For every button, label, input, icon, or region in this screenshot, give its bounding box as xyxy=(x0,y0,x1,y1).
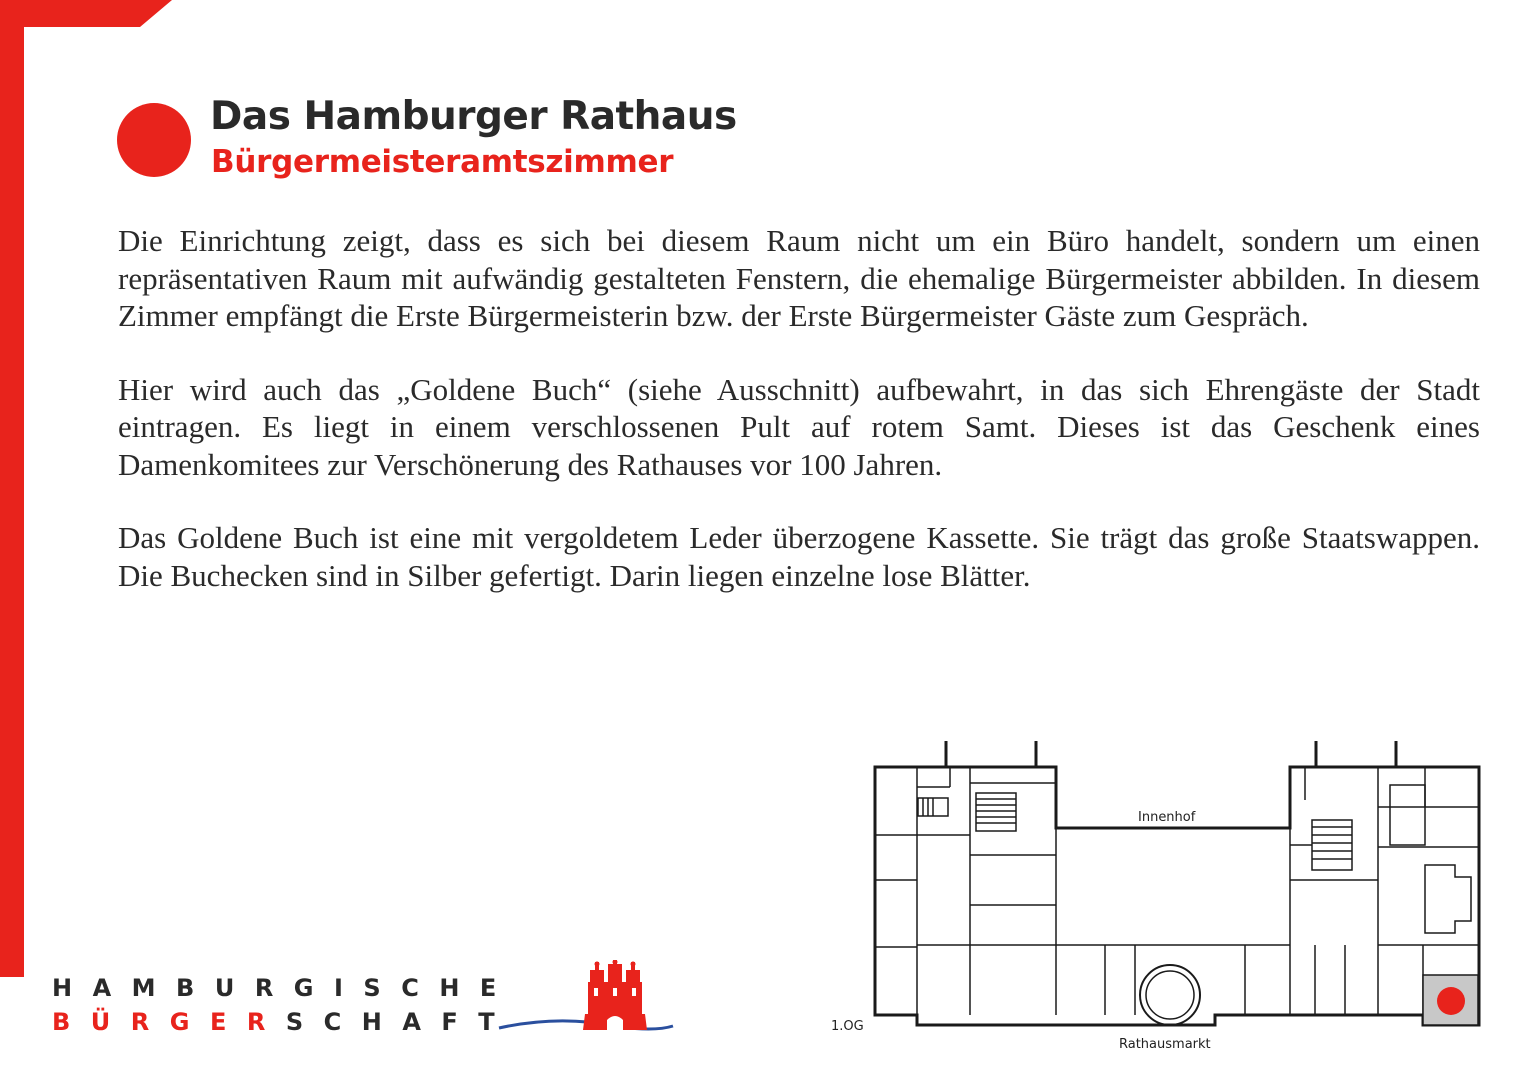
hamburg-castle-emblem-icon xyxy=(495,960,680,1040)
page-title: Das Hamburger Rathaus xyxy=(210,94,737,139)
floor-plan xyxy=(825,735,1505,1065)
title-dot-icon xyxy=(117,103,191,177)
logo-text-red: BÜRGER xyxy=(52,1008,286,1036)
paragraph: Die Einrichtung zeigt, dass es sich bei diesem Raum nicht um ein Büro handelt, sondern um einen repräsentativen Raum mit aufwändig gestalteten Fenstern, die ehemalige Bürgermeister abbilden. In diesem Zimmer empfängt die Erste Bürgermeisterin bzw. der Erste Bürgermeister Gäste zum Gespräch. xyxy=(118,223,1480,333)
logo-text-line2 xyxy=(52,1008,515,1036)
body-text xyxy=(118,222,1480,630)
paragraph: Das Goldene Buch ist eine mit vergoldetem Leder überzogene Kassette. Sie trägt das große Staatswappen. Die Buchecken sind in Silber gefertigt. Darin liegen einzelne lose Blätter. xyxy=(118,520,1480,593)
market-label: Rathausmarkt xyxy=(1119,1037,1211,1052)
location-marker-icon xyxy=(1437,987,1465,1015)
courtyard-label: Innenhof xyxy=(1138,810,1196,825)
logo-text-line1: HAMBURGISCHE xyxy=(52,974,517,1002)
floor-label: 1.OG xyxy=(831,1019,864,1034)
page-subtitle: Bürgermeisteramtszimmer xyxy=(211,144,674,180)
logo-text-dark: SCHAFT xyxy=(285,1008,516,1036)
paragraph: Hier wird auch das „Goldene Buch“ (siehe Ausschnitt) aufbewahrt, in das sich Ehrengäste der Stadt eintragen. Es liegt in einem verschlossenen Pult auf rotem Samt. Dieses ist das Geschenk eines Damenkomitees zur Verschönerung des Rathauses vor 100 Jahren. xyxy=(118,371,1480,482)
